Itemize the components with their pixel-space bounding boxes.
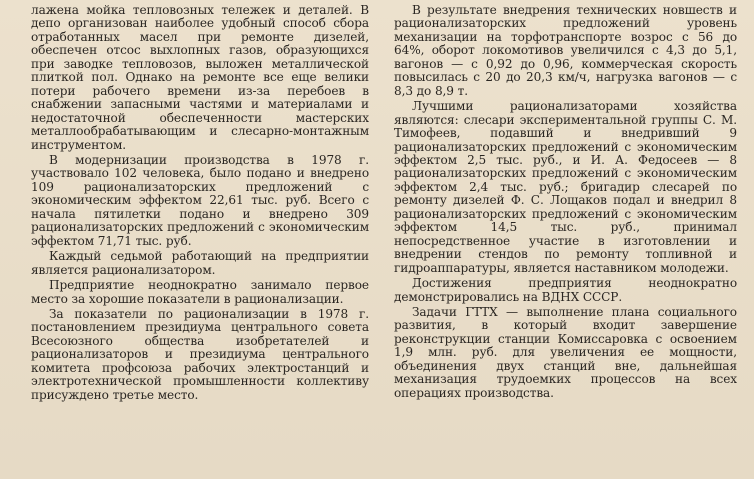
paragraph: В модернизации производства в 1978 г. участвовало 102 человека, было подано и внедрено 109 рационализаторских предложений с экономическим эффектом 22,61 тыс. руб. Всего с начала пятилетки подано и внедрено 309 рационализаторских предложений с экономическим эффектом 71,71 тыс. руб. (31, 152, 369, 248)
paragraph: Достижения предприятия неоднократно демонстрировались на ВДНХ СССР. (394, 276, 737, 304)
right-column (394, 4, 737, 400)
paragraph: Предприятие неоднократно занимало первое место за хорошие показатели в рационализации. (31, 278, 369, 306)
paragraph: Лучшими рационализаторами хозяйства являются: слесари экспериментальной группы С. М. Тимофеев, подавший и внедривший 9 рационализаторских предложений с экономическим эффектом 2,5 тыс. руб., и И. А. Федосеев — 8 рационализаторских предложений с экономическим эффектом 2,4 тыс. руб.; бригадир слесарей по ремонту дизелей Ф. С. Лощаков подал и внедрил 8 рационализаторских предложений с экономическим эффектом 14,5 тыс. руб., принимал непосредственное участие в изготовлении и внедрении стендов по ремонту топливной и гидроаппаратуры, является наставником молодежи. (394, 99, 737, 275)
paragraph: Задачи ГТТХ — выполнение плана социального развития, в который входит завершение реконструкции станции Комиссаровка с освоением 1,9 млн. руб. для увеличения ее мощности, объединения двух станций вне, дальнейшая механизация трудоемких процессов на всех операциях производства. (394, 304, 737, 400)
paragraph: лажена мойка тепловозных тележек и деталей. В депо организован наиболее удобный способ сбора отработанных масел при ремонте дизелей, обеспечен отсос выхлопных газов, образующихся при заводке тепловозов, выложен металлической плиткой пол. Однако на ремонте все еще велики потери рабочего времени из-за перебоев в снабжении запасными частями и материалами и недостаточной обеспеченности мастерских металлообрабатывающим и слесарно-монтажным инструментом. (31, 3, 369, 152)
paragraph: В результате внедрения технических новшеств и рационализаторских предложений уровень механизации на торфотранспорте возрос с 56 до 64%, оборот локомотивов увеличился с 4,3 до 5,1, вагонов — с 0,92 до 0,96, коммерческая скорость повысилась с 20 до 20,3 км/ч, нагрузка вагонов — с 8,3 до 8,9 т. (394, 3, 737, 98)
left-column (31, 4, 369, 402)
paragraph: Каждый седьмой работающий на предприятии является рационализатором. (31, 249, 369, 277)
paragraph: За показатели по рационализации в 1978 г. постановлением президиума центрального совета Всесоюзного общества изобретателей и рационализаторов и президиума центрального комитета профсоюза рабочих электростанций и электротехнической промышленности коллективу присуждено третье место. (31, 306, 369, 402)
